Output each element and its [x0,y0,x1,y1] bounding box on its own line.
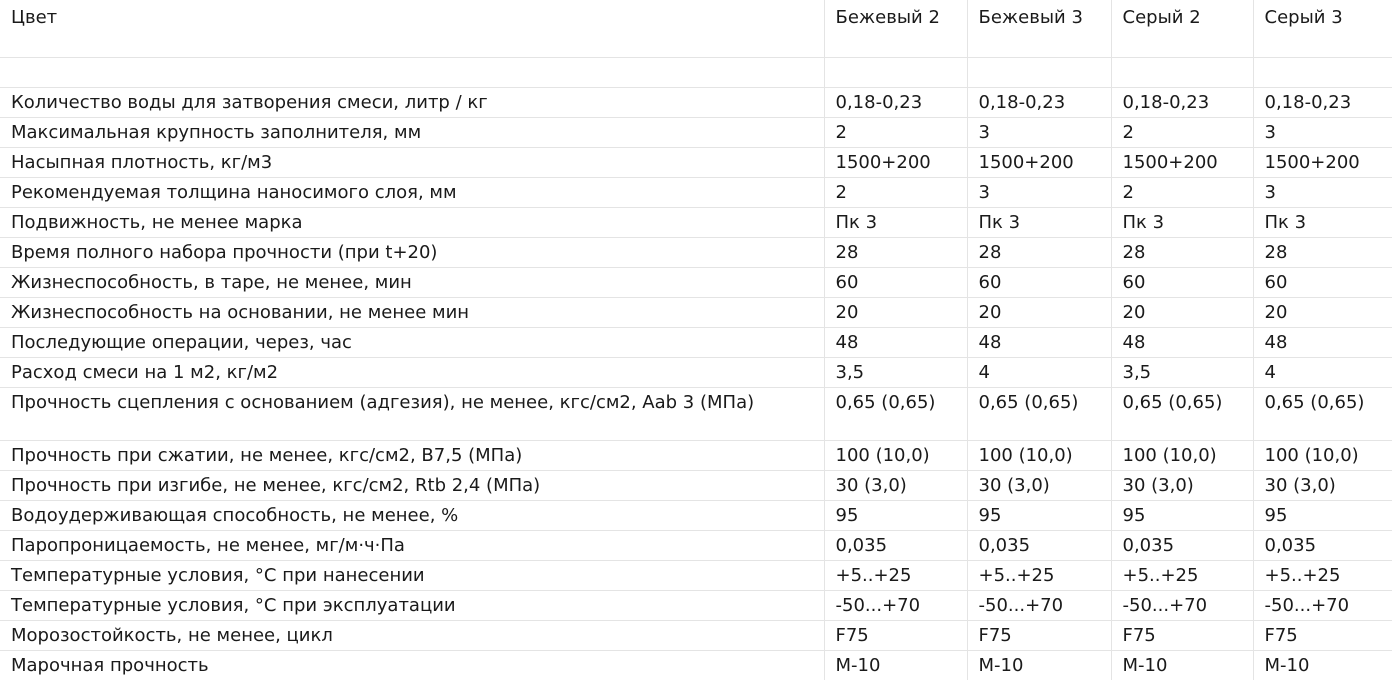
header-param-cell: Цвет [11,7,58,28]
value-cell: 0,035 [967,530,1111,560]
value-cell: 3 [967,117,1111,147]
value-cell: -50...+70 [1111,590,1253,620]
parameter-label: Морозостойкость, не менее, цикл [0,620,824,650]
value-cell: М-10 [967,650,1111,680]
value-cell: -50...+70 [967,590,1111,620]
value-cell: 2 [824,177,967,207]
value-cell: 20 [1111,297,1253,327]
value-cell: 3,5 [1111,357,1253,387]
table-row [0,470,1392,500]
value-cell: +5..+25 [967,560,1111,590]
value-cell: 0,65 (0,65) [1111,387,1253,440]
value-cell: Пк 3 [824,207,967,237]
value-cell: 3 [1253,117,1392,147]
value-cell: 1500+200 [1111,147,1253,177]
value-cell: 4 [1253,357,1392,387]
parameter-label: Рекомендуемая толщина наносимого слоя, мм [0,177,824,207]
value-cell: 60 [824,267,967,297]
parameter-label: Температурные условия, °С при нанесении [0,560,824,590]
value-cell: F75 [1253,620,1392,650]
value-cell: 28 [967,237,1111,267]
table-row [0,560,1392,590]
value-cell: М-10 [1111,650,1253,680]
value-cell: +5..+25 [1253,560,1392,590]
value-cell: +5..+25 [824,560,967,590]
value-cell: 95 [1111,500,1253,530]
parameter-label: Марочная прочность [0,650,824,680]
parameter-label: Жизнеспособность на основании, не менее мин [0,297,824,327]
parameter-label: Прочность при сжатии, не менее, кгс/см2, В7,5 (МПа) [0,440,824,470]
value-cell: 3 [1253,177,1392,207]
parameter-label: Подвижность, не менее марка [0,207,824,237]
value-cell: 20 [967,297,1111,327]
value-cell: 0,035 [1253,530,1392,560]
value-cell: 2 [824,117,967,147]
value-cell: 0,65 (0,65) [1253,387,1392,440]
table-row [0,530,1392,560]
value-cell: М-10 [824,650,967,680]
value-cell: 48 [824,327,967,357]
value-cell: F75 [967,620,1111,650]
value-cell: 30 (3,0) [824,470,967,500]
value-cell: 28 [1253,237,1392,267]
value-cell: 48 [967,327,1111,357]
table-row [0,87,1392,117]
table-row [0,440,1392,470]
parameter-label: Водоудерживающая способность, не менее, % [0,500,824,530]
value-cell: 30 (3,0) [1111,470,1253,500]
value-cell: 4 [967,357,1111,387]
value-cell: 0,18-0,23 [1253,87,1392,117]
parameter-label: Последующие операции, через, час [0,327,824,357]
header-color-grey-2: Серый 2 [1111,0,1253,57]
value-cell: 48 [1253,327,1392,357]
table-row [0,177,1392,207]
table-row [0,267,1392,297]
spacer-cell [824,57,967,87]
table-header-row [0,0,1392,57]
value-cell: 48 [1111,327,1253,357]
value-cell: 2 [1111,177,1253,207]
spacer-cell [0,57,824,87]
table-row [0,357,1392,387]
value-cell: 95 [824,500,967,530]
value-cell: -50...+70 [824,590,967,620]
table-row [0,500,1392,530]
value-cell: 20 [1253,297,1392,327]
parameter-label: Прочность сцепления с основанием (адгезия), не менее, кгс/см2, Aab 3 (МПа) [0,387,824,440]
value-cell: 100 (10,0) [1111,440,1253,470]
value-cell: +5..+25 [1111,560,1253,590]
value-cell: 95 [1253,500,1392,530]
table-spacer-row [0,57,1392,87]
value-cell: 100 (10,0) [824,440,967,470]
value-cell: 0,035 [1111,530,1253,560]
value-cell: 60 [967,267,1111,297]
value-cell: 3 [967,177,1111,207]
value-cell: 3,5 [824,357,967,387]
spacer-cell [967,57,1111,87]
value-cell: 60 [1111,267,1253,297]
spacer-cell [1253,57,1392,87]
value-cell: 0,035 [824,530,967,560]
value-cell: 0,65 (0,65) [967,387,1111,440]
header-color-beige-3: Бежевый 3 [967,0,1111,57]
spacer-cell [1111,57,1253,87]
value-cell: 1500+200 [967,147,1111,177]
table-row [0,590,1392,620]
header-color-grey-3: Серый 3 [1253,0,1392,57]
value-cell: 2 [1111,117,1253,147]
table-row [0,620,1392,650]
value-cell: 0,18-0,23 [824,87,967,117]
value-cell: F75 [824,620,967,650]
value-cell: 60 [1253,267,1392,297]
table-row [0,147,1392,177]
value-cell: F75 [1111,620,1253,650]
value-cell: -50...+70 [1253,590,1392,620]
parameter-label: Паропроницаемость, не менее, мг/м·ч·Па [0,530,824,560]
parameter-label: Насыпная плотность, кг/м3 [0,147,824,177]
table-row [0,207,1392,237]
value-cell: 28 [1111,237,1253,267]
value-cell: 1500+200 [1253,147,1392,177]
table-row [0,297,1392,327]
value-cell: 100 (10,0) [1253,440,1392,470]
value-cell: 0,18-0,23 [1111,87,1253,117]
value-cell: 20 [824,297,967,327]
table-row [0,327,1392,357]
parameter-label: Прочность при изгибе, не менее, кгс/см2, Rtb 2,4 (МПа) [0,470,824,500]
value-cell: 100 (10,0) [967,440,1111,470]
value-cell: М-10 [1253,650,1392,680]
value-cell: 1500+200 [824,147,967,177]
value-cell: 0,65 (0,65) [824,387,967,440]
parameter-label: Расход смеси на 1 м2, кг/м2 [0,357,824,387]
table-row [0,117,1392,147]
parameter-label: Количество воды для затворения смеси, литр / кг [0,87,824,117]
table-row [0,237,1392,267]
table-row [0,650,1392,680]
table-row [0,387,1392,440]
header-color-beige-2: Бежевый 2 [824,0,967,57]
value-cell: 30 (3,0) [1253,470,1392,500]
parameter-label: Максимальная крупность заполнителя, мм [0,117,824,147]
value-cell: 95 [967,500,1111,530]
value-cell: 0,18-0,23 [967,87,1111,117]
parameter-label: Время полного набора прочности (при t+20) [0,237,824,267]
value-cell: Пк 3 [1253,207,1392,237]
value-cell: 30 (3,0) [967,470,1111,500]
value-cell: 28 [824,237,967,267]
parameter-label: Жизнеспособность, в таре, не менее, мин [0,267,824,297]
value-cell: Пк 3 [1111,207,1253,237]
value-cell: Пк 3 [967,207,1111,237]
parameter-label: Температурные условия, °С при эксплуатации [0,590,824,620]
